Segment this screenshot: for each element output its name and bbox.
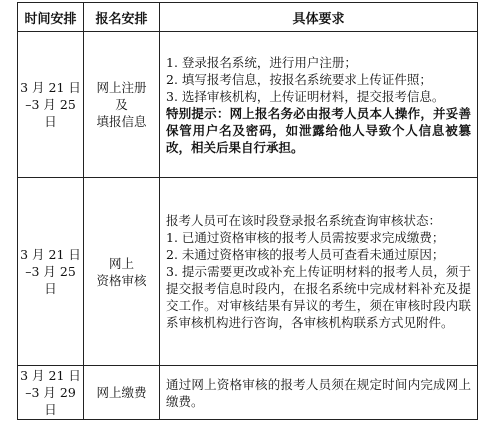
- requirement-line: 2. 填写报考信息，按报名系统要求上传证件照；: [166, 71, 432, 87]
- time-end: –3 月 25 日: [25, 264, 76, 296]
- requirement-line: 2. 未通过资格审核的报考人员可查看未通过原因；: [166, 247, 445, 262]
- header-requirements: 具体要求: [160, 3, 478, 32]
- requirement-line: 1. 已通过资格审核的报考人员需按要求完成缴费；: [166, 230, 445, 245]
- table-row: [18, 32, 478, 178]
- time-end: –3 月 29 日: [25, 385, 76, 417]
- special-warning: 特别提示：网上报名务必由报考人员本人操作，并妥善保管用户名及密码，如泄露给他人导致个人信息被篡改，相关后果自行承担。: [166, 105, 471, 155]
- time-cell: [18, 32, 84, 178]
- time-start: 3 月 21 日: [20, 247, 81, 262]
- table-row: [18, 178, 478, 366]
- time-start: 3 月 21 日: [20, 368, 81, 383]
- item-cell: [84, 32, 160, 178]
- item-line: 资格审核: [96, 272, 147, 288]
- item-line: 填报信息: [96, 114, 147, 129]
- item-cell: [84, 366, 160, 420]
- requirement-line: 通过网上资格审核的报考人员须在规定时间内完成网上缴费。: [166, 376, 471, 409]
- header-time: 时间安排: [18, 3, 84, 32]
- requirement-line: 1. 登录报名系统，进行用户注册；: [166, 54, 357, 70]
- item-line: 网上: [108, 255, 134, 271]
- requirement-line: 3. 选择审核机构，上传证明材料，提交报考信息。: [166, 88, 445, 104]
- requirement-line: 3. 提示需要更改或补充上传证明材料的报考人员，须于提交报考信息时段内，在报名系统中完成材料补充及提交工作。对审核结果有异议的考生，须在审核时段内联系审核机构进行咨询，各审核机构联系方式见附件。: [166, 264, 471, 330]
- schedule-table: [17, 2, 478, 420]
- header-row: [18, 3, 478, 32]
- item-line: 及: [115, 97, 128, 112]
- time-cell: [18, 178, 84, 366]
- time-start: 3 月 21 日: [20, 80, 81, 95]
- requirements-cell: [160, 366, 478, 420]
- table-row: [18, 366, 478, 420]
- item-line: 网上注册: [96, 80, 147, 95]
- requirements-cell: [160, 32, 478, 178]
- requirements-cell: [160, 178, 478, 366]
- header-item: 报名安排: [84, 3, 160, 32]
- item-line: 网上缴费: [96, 385, 147, 400]
- time-cell: [18, 366, 84, 420]
- item-cell: [84, 178, 160, 366]
- time-end: –3 月 25 日: [25, 97, 76, 129]
- requirement-line: 报考人员可在该时段登录报名系统查询审核状态：: [166, 213, 442, 228]
